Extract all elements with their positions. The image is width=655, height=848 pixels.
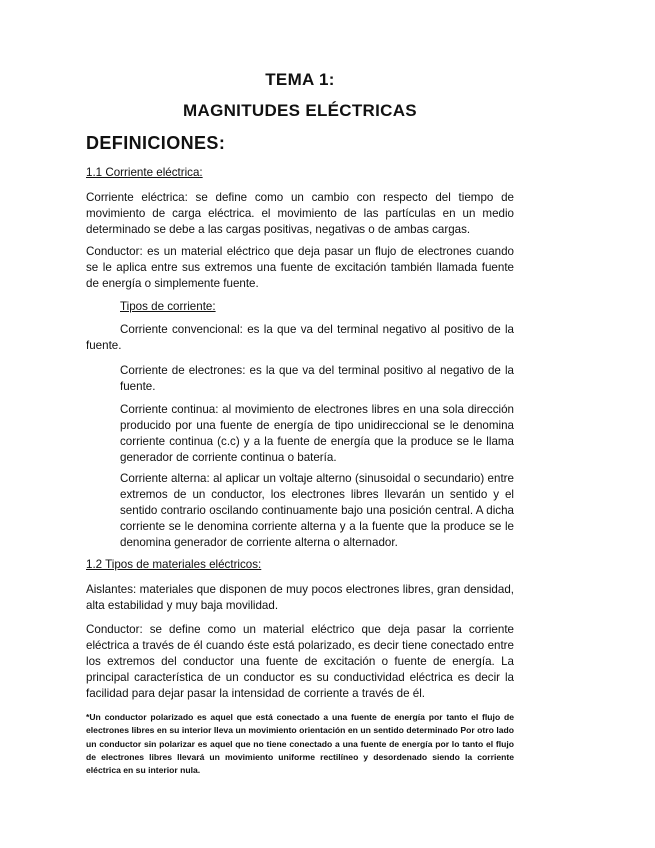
paragraph-conductor-2: Conductor: se define como un material eléctrico que deja pasar la corriente eléctrica a través de él cuando éste está polarizado, es decir tiene conectado entre los extremos del conductor una fuente de excitación o fuente de energía. La principal característica de un conductor es su conductividad eléctrica es decir la facilidad para dejar pasar la intensidad de corriente a través de él. — [86, 623, 514, 700]
title-line-1: TEMA 1: — [265, 70, 335, 89]
paragraph-corriente-electrones: Corriente de electrones: es la que va del terminal positivo al negativo de la fuente. — [120, 364, 514, 393]
subheading-tipos-materiales: 1.2 Tipos de materiales eléctricos: — [86, 558, 262, 571]
paragraph-conductor-1: Conductor: es un material eléctrico que deja pasar un flujo de electrones cuando se le aplica entre sus extremos una fuente de excitación también llamada fuente de energía o simplemente fuente. — [86, 245, 514, 290]
paragraph-corriente-continua: Corriente continua: al movimiento de electrones libres en una sola dirección producido por una fuente de energía de tipo unidireccional se le denomina corriente continua (c.c) y a la fuente de energía que la produce se le llama generador de corriente continua o batería. — [120, 403, 514, 464]
paragraph-corriente-convencional: Corriente convencional: es la que va del terminal negativo al positivo de la fuente. — [86, 323, 514, 352]
title-line-2: MAGNITUDES ELÉCTRICAS — [183, 101, 417, 120]
paragraph-aislantes: Aislantes: materiales que disponen de muy pocos electrones libres, gran densidad, alta estabilidad y muy baja movilidad. — [86, 583, 514, 612]
paragraph-corriente-electrica: Corriente eléctrica: se define como un cambio con respecto del tiempo de movimiento de carga eléctrica. el movimiento de las partículas en un medio determinado se debe a las cargas positivas, negativas o de ambas cargas. — [86, 191, 514, 236]
footnote: *Un conductor polarizado es aquel que está conectado a una fuente de energía por tanto el flujo de electrones libres en su interior lleva un movimiento orientación en un sentido determinado Por otro lado un conductor sin polarizar es aquel que no tiene conectado a una fuente de energía por lo tanto el flujo de electrones libres llevará un movimiento uniforme rectilíneo y desordenado siendo la corriente eléctrica en su interior nula. — [86, 712, 514, 776]
subheading-corriente-electrica: 1.1 Corriente eléctrica: — [86, 166, 203, 179]
paragraph-corriente-alterna: Corriente alterna: al aplicar un voltaje alterno (sinusoidal o secundario) entre extremos de un conductor, los electrones libres llevarán un sentido y el sentido contrario oscilando continuamente bajo una posición central. A dicha corriente se le denomina corriente alterna y a la fuente que la produce se le denomina generador de corriente alterna o alternador. — [120, 472, 514, 549]
subheading-tipos-corriente: Tipos de corriente: — [120, 300, 216, 313]
section-heading: DEFINICIONES: — [86, 133, 226, 153]
